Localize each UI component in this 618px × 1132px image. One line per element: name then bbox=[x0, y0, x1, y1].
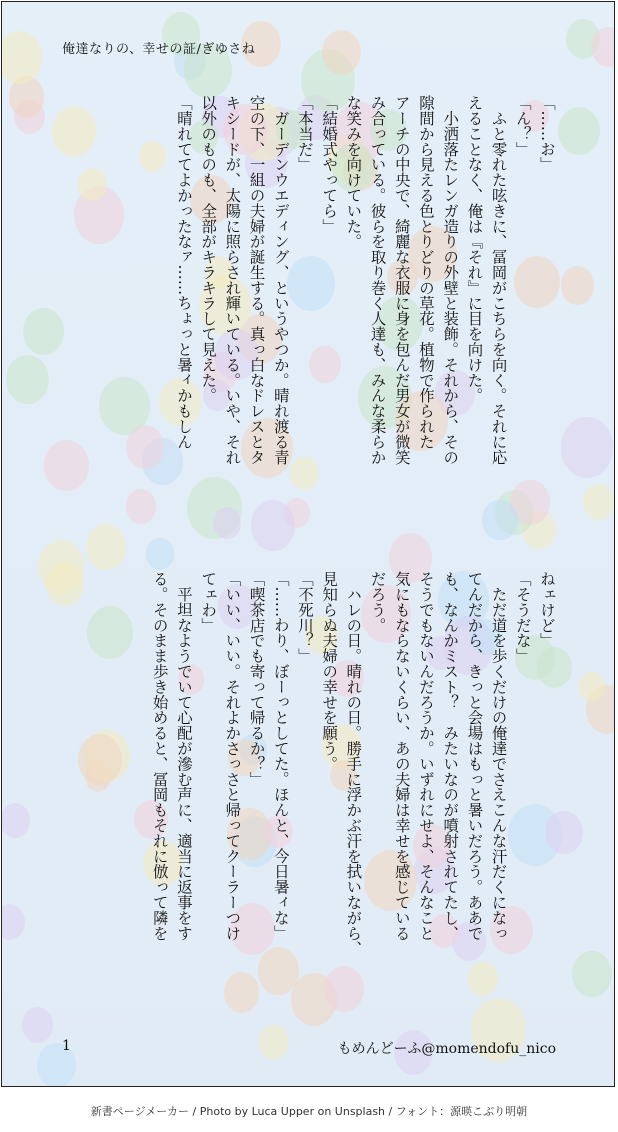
body-text-upper: 「……お」 「ん？」 ふと零れた呟きに、冨岡がこちらを向く。それに応 えることなく、俺は『それ』に目を向けた。 小洒落たレンガ造りの外壁と装飾。それから、その 隙間から見える色とりどりの草花。植物で作られた アーチの中央で、綺麗な衣服に身を包んだ男女が微笑 み合っている。彼らを取り巻く人達も、みんな柔らか な笑みを向けていた。 「結婚式やってら」 「本当だ」 ガーデンウエディング、というやつか。晴れ渡る青 空の下、一組の夫婦が誕生する。真っ白なドレスとタ キシードが、太陽に照らされ輝いている。いや、それ 以外のものも、全部がキラキラして見えた。 「晴れててよかったなァ……ちょっと暑ィかもしん bbox=[174, 95, 556, 465]
author-handle: もめんどーふ@momendofu_nico bbox=[337, 1041, 556, 1057]
page-number: 1 bbox=[62, 1038, 71, 1054]
body-text-lower: ねェけど」 「そうだな」 ただ道を歩くだけの俺達でさえこんな汗だくになっ てんだから、きっと会場はもっと暑いだろう。ああで も、なんかミスト？ みたいなのが噴射されてたし、 そうでもないんだろうか。いずれにせよ、そんなこと 気にもならないくらい、あの夫婦は幸せを感じている だろう。 ハレの日。晴れの日。勝手に浮かぶ汗を拭いながら、 見知らぬ夫婦の幸せを願う。 「不死川？」 「……わり、ぼーっとしてた。ほんと、今日暑ィな」 「喫茶店でも寄って帰るか？」 「いい、いい。それよかさっさと帰ってクーラーつけ てェわ」 平坦なようでいて心配が滲む声に、適当に返事をす る。そのまま歩き始めると、冨岡もそれに倣って隣を bbox=[150, 571, 556, 956]
page-background bbox=[1, 1, 615, 1087]
story-title: 俺達なりの、幸せの証/ぎゆさね bbox=[62, 42, 256, 57]
credit-line: 新書ページメーカー / Photo by Luca Upper on Unsplash / フォント：源暎こぶり明朝 bbox=[90, 1105, 528, 1118]
